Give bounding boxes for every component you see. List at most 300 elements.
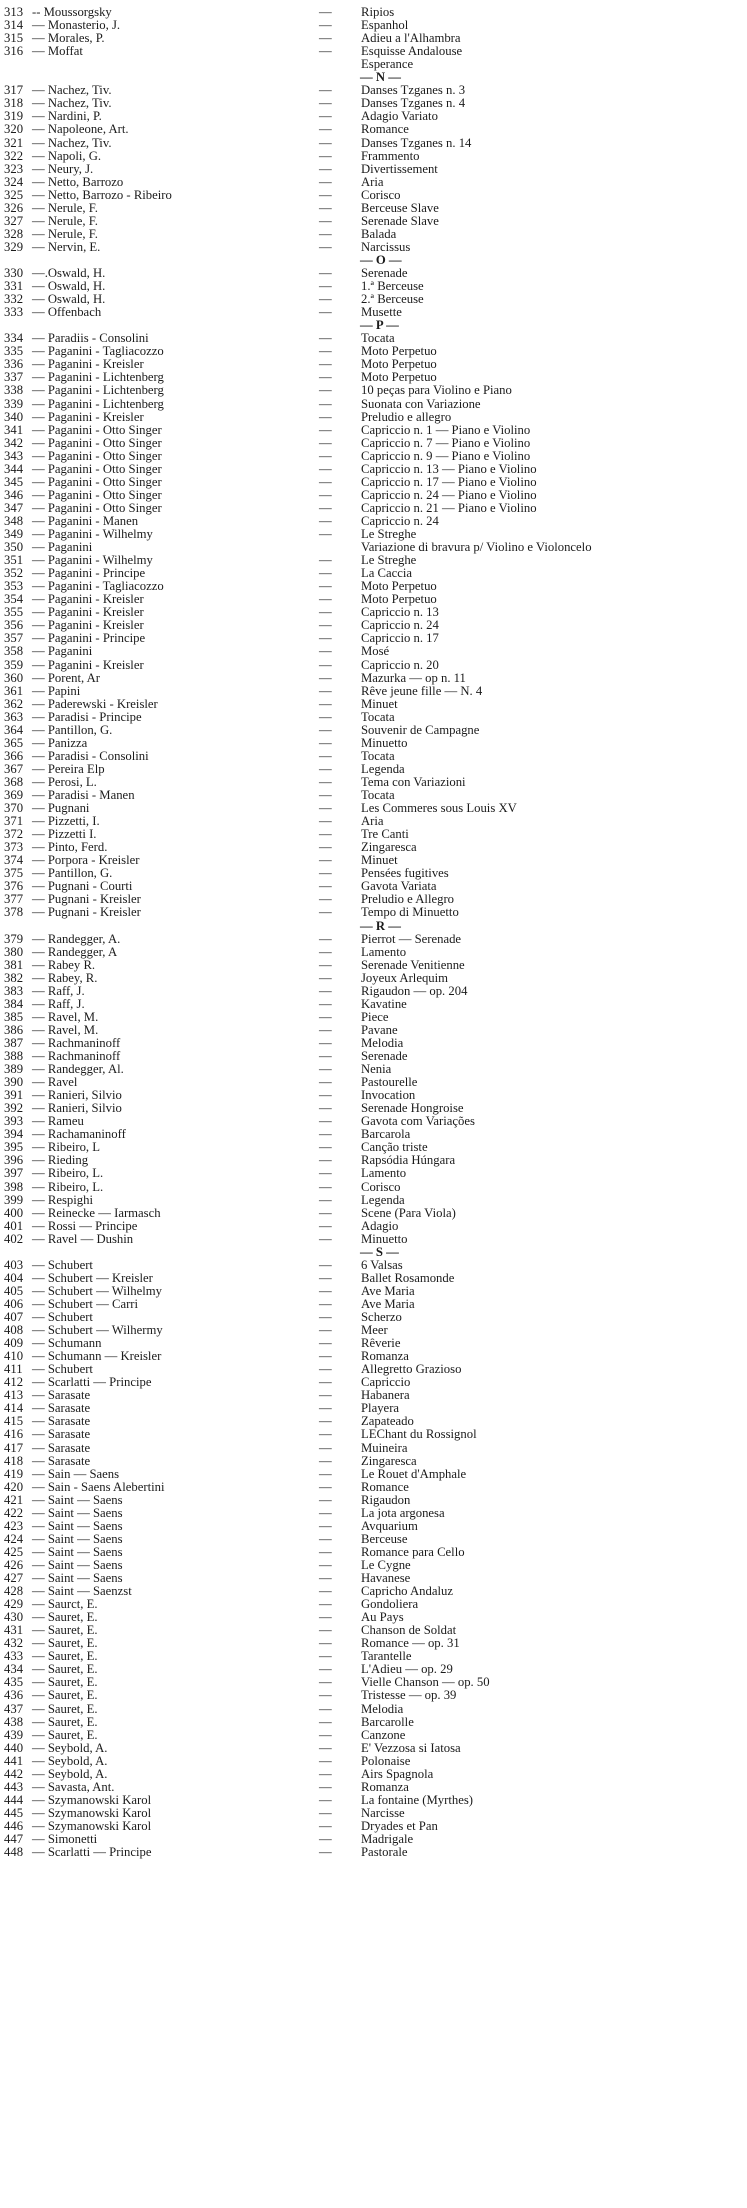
separator-dash: — — [319, 448, 332, 463]
catalog-entry — [0, 502, 747, 515]
separator-dash: — — [319, 1544, 332, 1559]
separator-dash: — — [319, 644, 332, 659]
catalog-entry — [0, 1050, 747, 1063]
separator-dash: — — [319, 1192, 332, 1207]
separator-dash: — — [319, 1101, 332, 1116]
catalog-entry — [0, 280, 747, 293]
piece-title: Danses Tzganes n. 3 — [361, 83, 466, 98]
catalog-entry — [0, 698, 747, 711]
piece-title: Moto Perpetuo — [361, 592, 437, 607]
separator-dash: — — [319, 957, 332, 972]
piece-title: Invocation — [361, 1088, 416, 1103]
composer-name: — Nerule, F. — [32, 213, 98, 228]
entry-number: 362 — [4, 696, 24, 711]
entry-number: 371 — [4, 814, 24, 829]
piece-title: Ripios — [361, 5, 395, 19]
catalog-entry — [0, 1807, 747, 1820]
separator-dash: — — [319, 1701, 332, 1716]
catalog-entry — [0, 398, 747, 411]
piece-title: Capricho Andaluz — [361, 1584, 453, 1599]
composer-name: — Schubert — Kreisler — [32, 1270, 153, 1285]
composer-name: — Paganini - Principe — [32, 566, 146, 581]
piece-title: Chanson de Soldat — [361, 1623, 457, 1638]
piece-title: Moto Perpetuo — [361, 344, 437, 359]
piece-title: Aria — [361, 814, 384, 829]
entry-number: 439 — [4, 1727, 24, 1742]
separator-dash: — — [319, 305, 332, 320]
catalog-entry — [0, 1350, 747, 1363]
separator-dash: — — [319, 474, 332, 489]
piece-title: Airs Spagnola — [361, 1766, 434, 1781]
piece-title: Zingaresca — [361, 840, 417, 855]
entry-number: 344 — [4, 461, 24, 476]
piece-title: Tocata — [361, 748, 395, 763]
catalog-entry — [0, 1650, 747, 1663]
catalog-entry — [0, 1428, 747, 1441]
composer-name: — Monasterio, J. — [32, 18, 121, 33]
separator-dash: — — [319, 761, 332, 776]
entry-number: 375 — [4, 866, 24, 881]
entry-number: 437 — [4, 1701, 24, 1716]
separator-dash: — — [319, 239, 332, 254]
section-heading: — R — — [360, 918, 401, 933]
composer-name: — Sarasate — [32, 1427, 91, 1442]
catalog-entry — [0, 45, 747, 58]
catalog-entry — [0, 1663, 747, 1676]
catalog-entry — [0, 515, 747, 528]
separator-dash: — — [319, 344, 332, 359]
composer-name: — Saint — Saens — [32, 1492, 123, 1507]
composer-name: — Sauret, E. — [32, 1727, 98, 1742]
entry-number: 319 — [4, 109, 24, 124]
separator-dash: — — [319, 827, 332, 842]
separator-dash: — — [319, 109, 332, 124]
entry-number: 366 — [4, 748, 24, 763]
entry-number: 421 — [4, 1492, 24, 1507]
catalog-entry — [0, 802, 747, 815]
piece-title: Capriccio — [361, 1375, 411, 1390]
piece-title: Serenade Slave — [361, 213, 439, 228]
catalog-entry — [0, 306, 747, 319]
entry-number: 317 — [4, 83, 24, 98]
piece-title: Preludio e Allegro — [361, 892, 455, 907]
piece-title: Romanza — [361, 1779, 409, 1794]
catalog-entry — [0, 437, 747, 450]
piece-title: Minuetto — [361, 735, 408, 750]
entry-number: 384 — [4, 996, 24, 1011]
catalog-entry — [0, 1676, 747, 1689]
catalog-entry — [0, 1624, 747, 1637]
entry-number: 315 — [4, 31, 24, 46]
composer-name: —.Oswald, H. — [32, 266, 106, 280]
piece-title: Pensées fugitives — [361, 866, 449, 881]
piece-title: Scherzo — [361, 1310, 402, 1324]
piece-title: Capriccio n. 13 — Piano e Violino — [361, 461, 537, 476]
separator-dash: — — [319, 1310, 332, 1324]
entry-number: 383 — [4, 983, 24, 998]
piece-title: Polonaise — [361, 1753, 411, 1768]
catalog-entry — [0, 19, 747, 32]
entry-number: 360 — [4, 670, 24, 685]
entry-number: 387 — [4, 1035, 24, 1050]
piece-title: Serenade Hongroise — [361, 1101, 464, 1116]
piece-title: Allegretto Grazioso — [361, 1362, 462, 1377]
piece-title: Esperance — [361, 57, 414, 72]
entry-number: 405 — [4, 1283, 24, 1298]
catalog-entry — [0, 476, 747, 489]
composer-name: — Seybold, A. — [32, 1740, 108, 1755]
composer-name: — Rachmaninoff — [32, 1035, 121, 1050]
separator-dash: — — [319, 1610, 332, 1625]
catalog-entry — [0, 163, 747, 176]
separator-dash: — — [319, 1401, 332, 1416]
catalog-entry — [0, 1194, 747, 1207]
catalog-entry — [0, 1689, 747, 1702]
composer-name: — Moffat — [32, 44, 83, 59]
catalog-entry — [0, 645, 747, 658]
separator-dash: — — [319, 370, 332, 385]
piece-title: Esquisse Andalouse — [361, 44, 463, 59]
catalog-entry — [0, 1037, 747, 1050]
entry-number: 382 — [4, 970, 24, 985]
piece-title: L'Adieu — op. 29 — [361, 1662, 453, 1677]
catalog-entry — [0, 1755, 747, 1768]
composer-name: — Ribeiro, L — [32, 1140, 101, 1155]
composer-name: — Saint — Saens — [32, 1531, 123, 1546]
entry-number: 320 — [4, 122, 24, 137]
composer-name: — Rachmaninoff — [32, 1049, 121, 1063]
separator-dash: — — [319, 1296, 332, 1311]
composer-name: — Oswald, H. — [32, 292, 106, 307]
piece-title: Romance para Cello — [361, 1544, 465, 1559]
entry-number: 338 — [4, 383, 24, 398]
catalog-entry — [0, 463, 747, 476]
separator-dash: — — [319, 331, 332, 346]
separator-dash: — — [319, 226, 332, 241]
separator-dash: — — [319, 1688, 332, 1703]
composer-name: — Sauret, E. — [32, 1662, 98, 1677]
entry-number: 428 — [4, 1584, 24, 1599]
catalog-entry — [0, 1076, 747, 1089]
piece-title: Souvenir de Campagne — [361, 722, 480, 737]
catalog-entry — [0, 189, 747, 202]
composer-name: — Neury, J. — [32, 161, 94, 176]
catalog-entry — [0, 1716, 747, 1729]
catalog-entry — [0, 1507, 747, 1520]
piece-title: Scene (Para Viola) — [361, 1205, 456, 1220]
entry-number: 339 — [4, 396, 24, 411]
separator-dash: — — [319, 1597, 332, 1612]
separator-dash: — — [319, 500, 332, 515]
separator-dash: — — [319, 1453, 332, 1468]
separator-dash: — — [319, 670, 332, 685]
catalog-entry — [0, 985, 747, 998]
separator-dash: — — [319, 1792, 332, 1807]
piece-title: Berceuse — [361, 1531, 408, 1546]
entry-number: 410 — [4, 1349, 24, 1364]
composer-name: — Sauret, E. — [32, 1701, 98, 1716]
piece-title: Capriccio n. 21 — Piano e Violino — [361, 500, 537, 515]
catalog-entry — [0, 1768, 747, 1781]
catalog-entry — [0, 1742, 747, 1755]
entry-number: 415 — [4, 1414, 24, 1429]
entry-number: 334 — [4, 331, 24, 346]
separator-dash: — — [319, 1531, 332, 1546]
composer-name: — Sauret, E. — [32, 1610, 98, 1625]
catalog-entry — [0, 1102, 747, 1115]
catalog-entry — [0, 1311, 747, 1324]
catalog-entry — [0, 541, 747, 554]
composer-name: — Saint — Saens — [32, 1505, 123, 1520]
piece-title: Capriccio n. 24 — [361, 513, 439, 528]
separator-dash: — — [319, 409, 332, 424]
separator-dash: — — [319, 1022, 332, 1037]
catalog-entry — [0, 606, 747, 619]
piece-title: Tema con Variazioni — [361, 774, 466, 789]
composer-name: — Paganini - Tagliacozzo — [32, 344, 164, 359]
separator-dash: — — [319, 1075, 332, 1090]
composer-name: — Saurct, E. — [32, 1597, 98, 1612]
catalog-entry — [0, 632, 747, 645]
separator-dash: — — [319, 1805, 332, 1820]
entry-number: 392 — [4, 1101, 24, 1116]
separator-dash: — — [319, 1727, 332, 1742]
composer-name: — Schumann — Kreisler — [32, 1349, 162, 1364]
separator-dash: — — [319, 774, 332, 789]
catalog-entry — [0, 84, 747, 97]
piece-title: Danses Tzganes n. 4 — [361, 96, 466, 111]
entry-number: 448 — [4, 1845, 24, 1860]
catalog-entry — [0, 1520, 747, 1533]
entry-number: 394 — [4, 1127, 24, 1142]
entry-number: 441 — [4, 1753, 24, 1768]
catalog-entry — [0, 1703, 747, 1716]
catalog-entry — [0, 1024, 747, 1037]
catalog-entry — [0, 1402, 747, 1415]
separator-dash: — — [319, 1832, 332, 1846]
entry-number: 376 — [4, 879, 24, 894]
composer-name: — Schumann — [32, 1336, 102, 1351]
piece-title: LEChant du Rossignol — [361, 1427, 477, 1442]
composer-name: — Napoleone, Art. — [32, 122, 129, 137]
catalog-entry — [0, 123, 747, 136]
entry-number: 349 — [4, 527, 24, 541]
separator-dash: — — [319, 1088, 332, 1103]
composer-name: — Paradiis - Consolini — [32, 331, 149, 346]
piece-title: Barcarola — [361, 1127, 411, 1142]
composer-name: — Nardini, P. — [32, 109, 102, 124]
composer-name: — Papini — [32, 683, 81, 698]
piece-title: Meer — [361, 1323, 388, 1338]
composer-name: — Sarasate — [32, 1414, 91, 1429]
composer-name: — Nerule, F. — [32, 200, 98, 215]
separator-dash: — — [319, 735, 332, 750]
piece-title: Serenade — [361, 266, 408, 280]
separator-dash: — — [319, 135, 332, 150]
piece-title: E' Vezzosa si Iatosa — [361, 1740, 461, 1755]
entry-number: 330 — [4, 266, 24, 280]
entry-number: 436 — [4, 1688, 24, 1703]
composer-name: — Perosi, L. — [32, 774, 97, 789]
composer-name: — Pizzetti I. — [32, 827, 97, 842]
composer-name: — Schubert — Wilhelmy — [32, 1283, 162, 1298]
composer-name: — Rabey R. — [32, 957, 96, 972]
catalog-entry — [0, 841, 747, 854]
catalog-entry — [0, 1846, 747, 1859]
entry-number: 435 — [4, 1675, 24, 1690]
entry-number: 333 — [4, 305, 24, 320]
catalog-entry — [0, 828, 747, 841]
catalog-entry — [0, 1233, 747, 1246]
separator-dash: — — [319, 1557, 332, 1572]
separator-dash: — — [319, 18, 332, 33]
separator-dash: — — [319, 1753, 332, 1768]
entry-number: 398 — [4, 1179, 24, 1194]
entry-number: 393 — [4, 1114, 24, 1129]
entry-number: 367 — [4, 761, 24, 776]
catalog-entry — [0, 1298, 747, 1311]
catalog-entry — [0, 1598, 747, 1611]
catalog-entry — [0, 137, 747, 150]
composer-name: — Sauret, E. — [32, 1688, 98, 1703]
composer-name: — Pinto, Ferd. — [32, 840, 108, 855]
separator-dash: — — [319, 513, 332, 528]
separator-dash: — — [319, 605, 332, 620]
separator-dash: — — [319, 1662, 332, 1677]
separator-dash: — — [319, 435, 332, 450]
catalog-entry — [0, 906, 747, 919]
catalog-entry — [0, 58, 747, 71]
piece-title: Balada — [361, 226, 397, 241]
piece-title: Le Streghe — [361, 553, 417, 568]
piece-title: Rêve jeune fille — N. 4 — [361, 683, 483, 698]
entry-number: 432 — [4, 1636, 24, 1651]
piece-title: Rapsódia Húngara — [361, 1153, 456, 1168]
composer-name: — Paganini - Lichtenberg — [32, 383, 164, 398]
composer-name: — Pantillon, G. — [32, 722, 113, 737]
entry-number: 335 — [4, 344, 24, 359]
composer-name: — Paganini - Otto Singer — [32, 448, 162, 463]
composer-name: — Pantillon, G. — [32, 866, 113, 881]
separator-dash: — — [319, 461, 332, 476]
composer-name: — Randegger, A. — [32, 931, 121, 946]
catalog-entry — [0, 1167, 747, 1180]
entry-number: 429 — [4, 1597, 24, 1612]
entry-number: 346 — [4, 487, 24, 502]
composer-name: — Schubert — Carri — [32, 1296, 139, 1311]
catalog-entry — [0, 1011, 747, 1024]
separator-dash: — — [319, 1257, 332, 1272]
separator-dash: — — [319, 944, 332, 959]
piece-title: Variazione di bravura p/ Violino e Violoncelo — [361, 540, 592, 555]
entry-number: 357 — [4, 631, 24, 646]
entry-number: 388 — [4, 1049, 24, 1063]
separator-dash: — — [319, 696, 332, 711]
composer-name: — Sarasate — [32, 1440, 91, 1455]
entry-number: 427 — [4, 1571, 24, 1585]
entry-number: 407 — [4, 1310, 24, 1324]
entry-number: 386 — [4, 1022, 24, 1037]
separator-dash: — — [319, 96, 332, 111]
catalog-entry — [0, 672, 747, 685]
separator-dash: — — [319, 122, 332, 137]
separator-dash: — — [319, 722, 332, 737]
catalog-entry — [0, 150, 747, 163]
catalog-entry — [0, 1389, 747, 1402]
entry-number: 379 — [4, 931, 24, 946]
composer-name: — Sauret, E. — [32, 1636, 98, 1651]
catalog-entry — [0, 854, 747, 867]
piece-title: Melodia — [361, 1701, 404, 1716]
separator-dash: — — [319, 1505, 332, 1520]
composer-name: — Paganini - Otto Singer — [32, 461, 162, 476]
composer-name: — Paradisi - Principe — [32, 709, 142, 724]
separator-dash: — — [319, 1140, 332, 1155]
entry-number: 363 — [4, 709, 24, 724]
composer-name: — Ravel, M. — [32, 1009, 99, 1024]
piece-title: Espanhol — [361, 18, 409, 33]
section-heading: — S — — [360, 1244, 399, 1259]
entry-number: 431 — [4, 1623, 24, 1638]
piece-title: Pastorale — [361, 1845, 408, 1860]
separator-dash: — — [319, 788, 332, 802]
composer-name: — Sauret, E. — [32, 1675, 98, 1690]
entry-number: 322 — [4, 148, 24, 163]
catalog-entry — [0, 176, 747, 189]
catalog-entry — [0, 619, 747, 632]
piece-title: Serenade Venitienne — [361, 957, 465, 972]
entry-number: 318 — [4, 96, 24, 111]
piece-title: Kavatine — [361, 996, 407, 1011]
entry-number: 331 — [4, 279, 24, 294]
piece-title: Le Rouet d'Amphale — [361, 1466, 467, 1481]
composer-name: — Pugnani - Courti — [32, 879, 133, 894]
catalog-entry — [0, 1272, 747, 1285]
piece-title: Gondoliera — [361, 1597, 419, 1612]
catalog-entry — [0, 1063, 747, 1076]
piece-title: Tarantelle — [361, 1649, 412, 1664]
catalog-entry — [0, 554, 747, 567]
piece-title: 6 Valsas — [361, 1257, 403, 1272]
separator-dash: — — [319, 1127, 332, 1142]
entry-number: 422 — [4, 1505, 24, 1520]
separator-dash: — — [319, 1231, 332, 1246]
piece-title: Divertissement — [361, 161, 438, 176]
composer-name: — Nachez, Tiv. — [32, 96, 112, 111]
composer-name: — Ranieri, Silvio — [32, 1101, 122, 1116]
catalog-entry — [0, 789, 747, 802]
entry-number: 347 — [4, 500, 24, 515]
catalog-entry — [0, 6, 747, 19]
catalog-entry — [0, 1376, 747, 1389]
catalog-entry — [0, 1259, 747, 1272]
separator-dash: — — [319, 1479, 332, 1494]
entry-number: 355 — [4, 605, 24, 620]
piece-title: Pastourelle — [361, 1075, 418, 1090]
catalog-entry — [0, 880, 747, 893]
composer-name: — Saint — Saens — [32, 1544, 123, 1559]
composer-name: — Paganini - Otto Singer — [32, 474, 162, 489]
composer-name: — Paganini - Kreisler — [32, 409, 144, 424]
piece-title: Preludio e allegro — [361, 409, 452, 424]
piece-title: Le Cygne — [361, 1557, 411, 1572]
piece-title: Playera — [361, 1401, 400, 1416]
catalog-entry — [0, 202, 747, 215]
composer-name: — Paganini - Kreisler — [32, 605, 144, 620]
entry-number: 402 — [4, 1231, 24, 1246]
catalog-entry — [0, 332, 747, 345]
section-heading: — O — — [360, 252, 402, 267]
